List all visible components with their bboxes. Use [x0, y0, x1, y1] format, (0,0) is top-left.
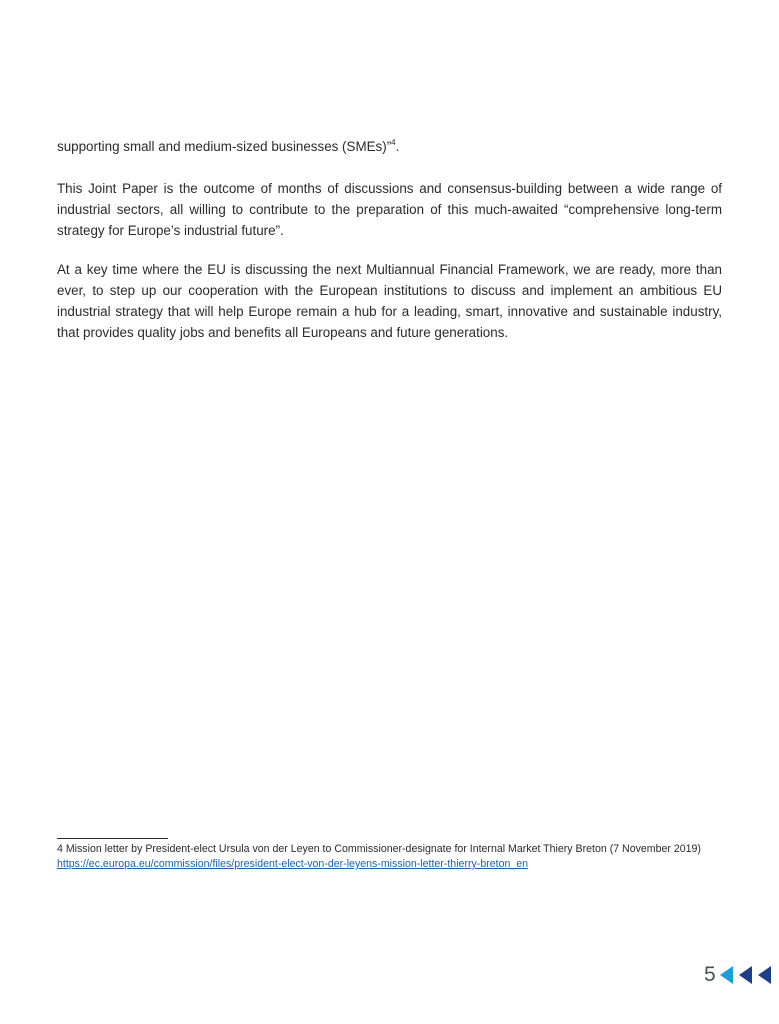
- page-number: 5: [704, 963, 716, 986]
- footnote-ref-4[interactable]: 4: [391, 137, 396, 147]
- paragraph-continuation-text: supporting small and medium-sized businesses (SMEs)”: [57, 139, 392, 154]
- paragraph-key-time: At a key time where the EU is discussing the next Multiannual Financial Framework, we are ready, more than ever, to step up our cooperation with the European institutions to discuss and implement an ambitious EU industrial strategy that will help Europe remain a hub for a leading, smart, innovative and sustainable industry, that provides quality jobs and benefits all Europeans and future generations.: [57, 262, 722, 340]
- paragraph-continuation-end: .: [395, 139, 400, 154]
- paragraph-joint-paper: This Joint Paper is the outcome of months of discussions and consensus-building between a wide range of industrial sectors, all willing to contribute to the preparation of this much-awaited “comprehensive long-term strategy for Europe’s industrial future”.: [57, 181, 722, 238]
- arrow-dark-icon-1: [739, 966, 752, 984]
- triple-left-arrow-icon: [719, 965, 775, 985]
- arrow-light-icon: [720, 966, 733, 984]
- footnote-text: 4 Mission letter by President-elect Ursula von der Leyen to Commissioner-designate for Internal Market Thiery Breton (7 November 2019): [57, 843, 701, 855]
- page-footer: [704, 962, 775, 988]
- footnote-separator: [57, 838, 168, 839]
- paragraph-continuation: [57, 136, 722, 157]
- footnote-4: [57, 842, 722, 872]
- arrow-dark-icon-2: [758, 966, 771, 984]
- footnote-link[interactable]: https://ec.europa.eu/commission/files/president-elect-von-der-leyens-mission-letter-thierry-breton_en: [57, 858, 529, 870]
